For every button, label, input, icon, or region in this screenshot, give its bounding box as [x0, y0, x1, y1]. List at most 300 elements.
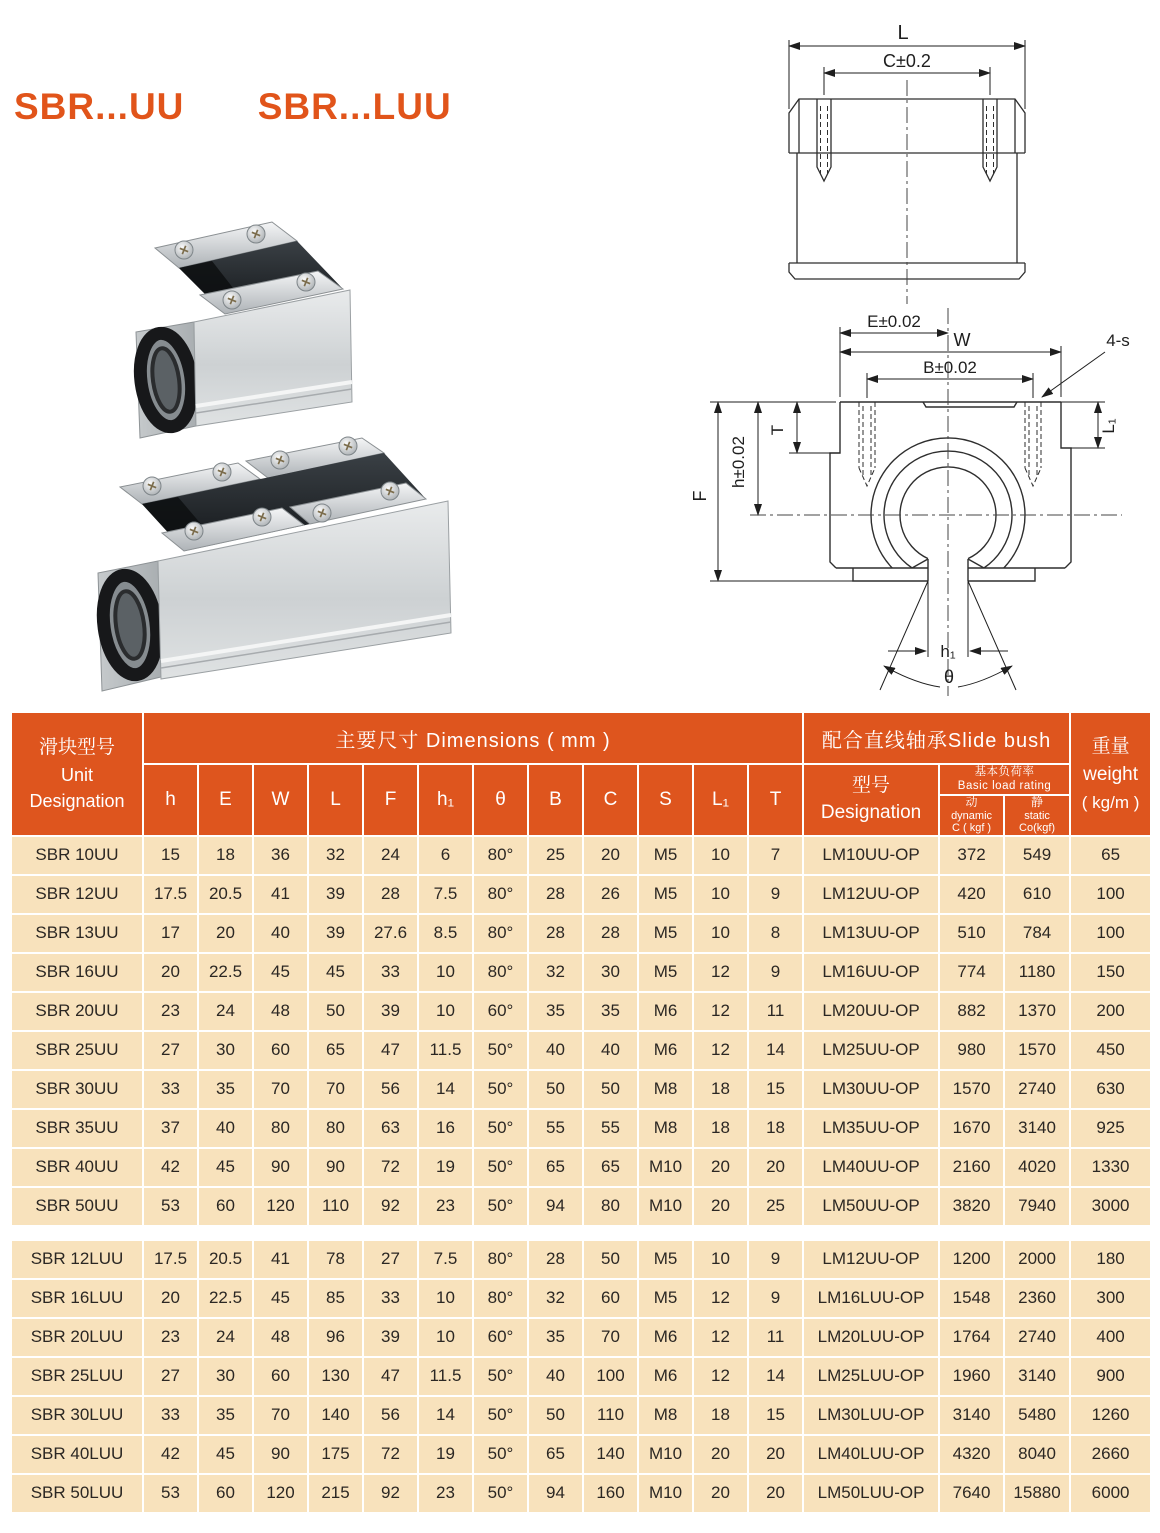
C-cell: 60: [584, 1280, 637, 1317]
E-cell: 60: [199, 1188, 252, 1225]
table-row: [12, 915, 1150, 952]
dim-label-W: W: [953, 330, 971, 350]
L1-cell: 12: [694, 954, 747, 991]
dynamic-load-cell: 510: [940, 915, 1003, 952]
bush-designation-cell: LM20LUU-OP: [804, 1319, 938, 1356]
B-cell: 65: [529, 1436, 582, 1473]
bush-designation-cell: LM12UU-OP: [804, 1241, 938, 1278]
L1-cell: 10: [694, 915, 747, 952]
theta-cell: 80°: [474, 876, 527, 913]
E-cell: 35: [199, 1397, 252, 1434]
L-cell: 130: [309, 1358, 362, 1395]
static-load-cell: 784: [1005, 915, 1069, 952]
unit-designation-cell: SBR 40UU: [12, 1149, 142, 1186]
S-cell: M10: [639, 1475, 692, 1512]
col-header-h: h: [144, 765, 197, 835]
dynamic-load-cell: 3140: [940, 1397, 1003, 1434]
table-row: [12, 993, 1150, 1030]
col-header-weight: 重量 weight ( kg/m ): [1071, 713, 1150, 835]
col-header-W: W: [254, 765, 307, 835]
table-row: [12, 1280, 1150, 1317]
W-cell: 41: [254, 876, 307, 913]
theta-cell: 50°: [474, 1397, 527, 1434]
dynamic-load-cell: 3820: [940, 1188, 1003, 1225]
E-cell: 45: [199, 1436, 252, 1473]
table-row: [12, 837, 1150, 874]
unit-designation-cell: SBR 16UU: [12, 954, 142, 991]
static-load-cell: 8040: [1005, 1436, 1069, 1473]
T-cell: 9: [749, 954, 802, 991]
h-cell: 33: [144, 1397, 197, 1434]
col-header-F: F: [364, 765, 417, 835]
T-cell: 11: [749, 993, 802, 1030]
dim-label-L: L: [897, 22, 909, 44]
static-load-cell: 610: [1005, 876, 1069, 913]
bush-designation-cell: LM35UU-OP: [804, 1110, 938, 1147]
static-load-cell: 2740: [1005, 1319, 1069, 1356]
T-cell: 9: [749, 876, 802, 913]
dynamic-load-cell: 882: [940, 993, 1003, 1030]
W-cell: 45: [254, 954, 307, 991]
dim-label-E: E±0.02: [867, 312, 921, 331]
dynamic-load-cell: 372: [940, 837, 1003, 874]
dynamic-load-cell: 1670: [940, 1110, 1003, 1147]
E-cell: 18: [199, 837, 252, 874]
unit-designation-cell: SBR 25LUU: [12, 1358, 142, 1395]
T-cell: 9: [749, 1280, 802, 1317]
S-cell: M5: [639, 1241, 692, 1278]
h-cell: 27: [144, 1358, 197, 1395]
F-cell: 33: [364, 1280, 417, 1317]
T-cell: 7: [749, 837, 802, 874]
B-cell: 50: [529, 1397, 582, 1434]
theta-cell: 50°: [474, 1188, 527, 1225]
theta-cell: 60°: [474, 1319, 527, 1356]
F-cell: 24: [364, 837, 417, 874]
F-cell: 27.6: [364, 915, 417, 952]
unit-designation-cell: SBR 35UU: [12, 1110, 142, 1147]
T-cell: 11: [749, 1319, 802, 1356]
unit-designation-cell: SBR 50UU: [12, 1188, 142, 1225]
dynamic-load-cell: 1764: [940, 1319, 1003, 1356]
h-cell: 42: [144, 1149, 197, 1186]
S-cell: M8: [639, 1397, 692, 1434]
T-cell: 15: [749, 1071, 802, 1108]
E-cell: 30: [199, 1358, 252, 1395]
h1-cell: 19: [419, 1436, 472, 1473]
weight-cell: 180: [1071, 1241, 1150, 1278]
page-title-uu: SBR...UU: [14, 86, 185, 127]
F-cell: 33: [364, 954, 417, 991]
C-cell: 100: [584, 1358, 637, 1395]
table-row: [12, 1071, 1150, 1108]
technical-drawing-side-view: [700, 10, 1160, 310]
S-cell: M10: [639, 1436, 692, 1473]
bush-designation-cell: LM40UU-OP: [804, 1149, 938, 1186]
table-row: [12, 1241, 1150, 1278]
bush-designation-cell: LM25UU-OP: [804, 1032, 938, 1069]
S-cell: M8: [639, 1071, 692, 1108]
h-cell: 17.5: [144, 876, 197, 913]
L1-cell: 12: [694, 1358, 747, 1395]
F-cell: 72: [364, 1149, 417, 1186]
weight-cell: 1330: [1071, 1149, 1150, 1186]
F-cell: 92: [364, 1475, 417, 1512]
F-cell: 56: [364, 1397, 417, 1434]
weight-cell: 450: [1071, 1032, 1150, 1069]
C-cell: 28: [584, 915, 637, 952]
table-row: [12, 1110, 1150, 1147]
L1-cell: 20: [694, 1475, 747, 1512]
table-row: [12, 1436, 1150, 1473]
F-cell: 27: [364, 1241, 417, 1278]
col-header-E: E: [199, 765, 252, 835]
L1-cell: 10: [694, 837, 747, 874]
static-load-cell: 7940: [1005, 1188, 1069, 1225]
bush-designation-cell: LM30UU-OP: [804, 1071, 938, 1108]
theta-cell: 50°: [474, 1110, 527, 1147]
F-cell: 72: [364, 1436, 417, 1473]
E-cell: 20.5: [199, 876, 252, 913]
h1-cell: 14: [419, 1397, 472, 1434]
col-header-dynamic-load: 动 dynamic C ( kgf ): [940, 796, 1003, 835]
h-cell: 15: [144, 837, 197, 874]
weight-cell: 630: [1071, 1071, 1150, 1108]
T-cell: 18: [749, 1110, 802, 1147]
technical-drawing-front-view: [690, 300, 1160, 700]
unit-designation-cell: SBR 25UU: [12, 1032, 142, 1069]
h-cell: 23: [144, 1319, 197, 1356]
unit-designation-cell: SBR 30UU: [12, 1071, 142, 1108]
W-cell: 41: [254, 1241, 307, 1278]
S-cell: M5: [639, 954, 692, 991]
col-header-theta: θ: [474, 765, 527, 835]
W-cell: 48: [254, 1319, 307, 1356]
dim-label-L1: L₁: [1099, 418, 1118, 434]
L1-cell: 12: [694, 1032, 747, 1069]
E-cell: 20: [199, 915, 252, 952]
table-row: [12, 876, 1150, 913]
S-cell: M10: [639, 1149, 692, 1186]
T-cell: 25: [749, 1188, 802, 1225]
W-cell: 90: [254, 1149, 307, 1186]
L1-cell: 20: [694, 1436, 747, 1473]
S-cell: M10: [639, 1188, 692, 1225]
unit-designation-cell: SBR 30LUU: [12, 1397, 142, 1434]
W-cell: 120: [254, 1475, 307, 1512]
unit-designation-cell: SBR 50LUU: [12, 1475, 142, 1512]
L-cell: 215: [309, 1475, 362, 1512]
table-section-uu: [12, 837, 1150, 1225]
product-photo-double-block: [50, 425, 480, 695]
E-cell: 24: [199, 993, 252, 1030]
S-cell: M5: [639, 1280, 692, 1317]
h1-cell: 8.5: [419, 915, 472, 952]
W-cell: 40: [254, 915, 307, 952]
weight-cell: 925: [1071, 1110, 1150, 1147]
table-row: [12, 954, 1150, 991]
E-cell: 30: [199, 1032, 252, 1069]
col-header-C: C: [584, 765, 637, 835]
T-cell: 15: [749, 1397, 802, 1434]
W-cell: 60: [254, 1358, 307, 1395]
h-cell: 17.5: [144, 1241, 197, 1278]
h1-cell: 10: [419, 1319, 472, 1356]
table-row: [12, 1358, 1150, 1395]
h-cell: 53: [144, 1475, 197, 1512]
L-cell: 140: [309, 1397, 362, 1434]
T-cell: 20: [749, 1149, 802, 1186]
table-row: [12, 1149, 1150, 1186]
dynamic-load-cell: 4320: [940, 1436, 1003, 1473]
unit-designation-cell: SBR 20LUU: [12, 1319, 142, 1356]
L1-cell: 20: [694, 1188, 747, 1225]
F-cell: 47: [364, 1032, 417, 1069]
dim-label-h: h±0.02: [729, 436, 748, 488]
C-cell: 160: [584, 1475, 637, 1512]
F-cell: 56: [364, 1071, 417, 1108]
F-cell: 28: [364, 876, 417, 913]
B-cell: 55: [529, 1110, 582, 1147]
col-header-bush-designation: 型号 Designation: [804, 765, 938, 835]
static-load-cell: 549: [1005, 837, 1069, 874]
weight-cell: 150: [1071, 954, 1150, 991]
B-cell: 28: [529, 876, 582, 913]
W-cell: 45: [254, 1280, 307, 1317]
h-cell: 27: [144, 1032, 197, 1069]
C-cell: 55: [584, 1110, 637, 1147]
L1-cell: 12: [694, 1280, 747, 1317]
L1-cell: 12: [694, 993, 747, 1030]
col-header-unit-designation: 滑块型号 Unit Designation: [12, 713, 142, 835]
section-gap: [12, 1227, 1150, 1239]
static-load-cell: 3140: [1005, 1358, 1069, 1395]
dynamic-load-cell: 420: [940, 876, 1003, 913]
C-cell: 40: [584, 1032, 637, 1069]
L1-cell: 18: [694, 1071, 747, 1108]
h-cell: 17: [144, 915, 197, 952]
S-cell: M6: [639, 993, 692, 1030]
W-cell: 80: [254, 1110, 307, 1147]
W-cell: 48: [254, 993, 307, 1030]
W-cell: 70: [254, 1071, 307, 1108]
h1-cell: 10: [419, 954, 472, 991]
bush-designation-cell: LM16LUU-OP: [804, 1280, 938, 1317]
E-cell: 60: [199, 1475, 252, 1512]
dim-label-T: T: [768, 424, 787, 436]
E-cell: 40: [199, 1110, 252, 1147]
bush-designation-cell: LM50UU-OP: [804, 1188, 938, 1225]
h1-cell: 7.5: [419, 1241, 472, 1278]
h1-cell: 23: [419, 1188, 472, 1225]
product-photo-single-block: [100, 210, 410, 445]
dynamic-load-cell: 1548: [940, 1280, 1003, 1317]
B-cell: 94: [529, 1188, 582, 1225]
L-cell: 110: [309, 1188, 362, 1225]
h1-cell: 11.5: [419, 1032, 472, 1069]
dynamic-load-cell: 7640: [940, 1475, 1003, 1512]
W-cell: 70: [254, 1397, 307, 1434]
L-cell: 80: [309, 1110, 362, 1147]
static-load-cell: 2740: [1005, 1071, 1069, 1108]
weight-cell: 200: [1071, 993, 1150, 1030]
L-cell: 32: [309, 837, 362, 874]
W-cell: 36: [254, 837, 307, 874]
theta-cell: 50°: [474, 1032, 527, 1069]
static-load-cell: 3140: [1005, 1110, 1069, 1147]
h1-cell: 11.5: [419, 1358, 472, 1395]
theta-cell: 50°: [474, 1149, 527, 1186]
dynamic-load-cell: 774: [940, 954, 1003, 991]
unit-designation-cell: SBR 20UU: [12, 993, 142, 1030]
dynamic-load-cell: 980: [940, 1032, 1003, 1069]
dim-label-theta: θ: [943, 667, 955, 687]
L1-cell: 12: [694, 1319, 747, 1356]
bush-designation-cell: LM10UU-OP: [804, 837, 938, 874]
theta-cell: 80°: [474, 915, 527, 952]
dim-label-C: C±0.2: [883, 51, 931, 71]
C-cell: 30: [584, 954, 637, 991]
L-cell: 96: [309, 1319, 362, 1356]
L-cell: 45: [309, 954, 362, 991]
B-cell: 40: [529, 1032, 582, 1069]
static-load-cell: 2360: [1005, 1280, 1069, 1317]
group-header-dimensions: 主要尺寸 Dimensions ( mm ): [144, 713, 802, 763]
weight-cell: 100: [1071, 876, 1150, 913]
B-cell: 32: [529, 954, 582, 991]
bush-designation-cell: LM20UU-OP: [804, 993, 938, 1030]
bush-designation-cell: LM50LUU-OP: [804, 1475, 938, 1512]
theta-cell: 80°: [474, 954, 527, 991]
L-cell: 50: [309, 993, 362, 1030]
W-cell: 120: [254, 1188, 307, 1225]
h-cell: 33: [144, 1071, 197, 1108]
dynamic-load-cell: 2160: [940, 1149, 1003, 1186]
theta-cell: 80°: [474, 837, 527, 874]
B-cell: 35: [529, 993, 582, 1030]
spec-table: [10, 711, 1152, 1514]
E-cell: 22.5: [199, 1280, 252, 1317]
L-cell: 65: [309, 1032, 362, 1069]
B-cell: 94: [529, 1475, 582, 1512]
bush-designation-cell: LM13UU-OP: [804, 915, 938, 952]
static-load-cell: 15880: [1005, 1475, 1069, 1512]
theta-cell: 50°: [474, 1071, 527, 1108]
theta-cell: 60°: [474, 993, 527, 1030]
E-cell: 35: [199, 1071, 252, 1108]
B-cell: 50: [529, 1071, 582, 1108]
L1-cell: 10: [694, 1241, 747, 1278]
bush-designation-cell: LM30LUU-OP: [804, 1397, 938, 1434]
h1-cell: 14: [419, 1071, 472, 1108]
C-cell: 26: [584, 876, 637, 913]
theta-cell: 50°: [474, 1358, 527, 1395]
col-header-B: B: [529, 765, 582, 835]
h1-cell: 10: [419, 993, 472, 1030]
table-row: [12, 1475, 1150, 1512]
dim-label-B: B±0.02: [923, 358, 977, 377]
L1-cell: 18: [694, 1397, 747, 1434]
C-cell: 80: [584, 1188, 637, 1225]
dynamic-load-cell: 1570: [940, 1071, 1003, 1108]
L-cell: 70: [309, 1071, 362, 1108]
W-cell: 90: [254, 1436, 307, 1473]
B-cell: 40: [529, 1358, 582, 1395]
dim-label-F: F: [690, 490, 710, 502]
dim-label-4s: 4-s: [1106, 331, 1130, 350]
bush-designation-cell: LM40LUU-OP: [804, 1436, 938, 1473]
static-load-cell: 4020: [1005, 1149, 1069, 1186]
F-cell: 47: [364, 1358, 417, 1395]
S-cell: M5: [639, 876, 692, 913]
E-cell: 24: [199, 1319, 252, 1356]
h-cell: 42: [144, 1436, 197, 1473]
T-cell: 14: [749, 1358, 802, 1395]
F-cell: 39: [364, 1319, 417, 1356]
bush-designation-cell: LM16UU-OP: [804, 954, 938, 991]
table-row: [12, 1188, 1150, 1225]
h-cell: 20: [144, 954, 197, 991]
h-cell: 20: [144, 1280, 197, 1317]
table-row: [12, 1319, 1150, 1356]
col-header-static-load: 静 static Co(kgf): [1005, 796, 1069, 835]
weight-cell: 300: [1071, 1280, 1150, 1317]
col-header-h1: h₁: [419, 765, 472, 835]
group-header-basic-load-rating: 基本负荷率 Basic load rating: [940, 765, 1069, 794]
L1-cell: 20: [694, 1149, 747, 1186]
B-cell: 28: [529, 915, 582, 952]
h1-cell: 6: [419, 837, 472, 874]
L1-cell: 18: [694, 1110, 747, 1147]
F-cell: 39: [364, 993, 417, 1030]
B-cell: 35: [529, 1319, 582, 1356]
weight-cell: 1260: [1071, 1397, 1150, 1434]
col-header-T: T: [749, 765, 802, 835]
C-cell: 50: [584, 1071, 637, 1108]
table-row: [12, 1032, 1150, 1069]
S-cell: M5: [639, 837, 692, 874]
h1-cell: 16: [419, 1110, 472, 1147]
theta-cell: 50°: [474, 1436, 527, 1473]
T-cell: 9: [749, 1241, 802, 1278]
theta-cell: 50°: [474, 1475, 527, 1512]
bush-designation-cell: LM12UU-OP: [804, 876, 938, 913]
h-cell: 53: [144, 1188, 197, 1225]
dim-label-h1: h₁: [940, 642, 956, 661]
h-cell: 37: [144, 1110, 197, 1147]
static-load-cell: 5480: [1005, 1397, 1069, 1434]
dynamic-load-cell: 1200: [940, 1241, 1003, 1278]
T-cell: 14: [749, 1032, 802, 1069]
E-cell: 20.5: [199, 1241, 252, 1278]
col-header-L: L: [309, 765, 362, 835]
S-cell: M8: [639, 1110, 692, 1147]
C-cell: 65: [584, 1149, 637, 1186]
unit-designation-cell: SBR 12LUU: [12, 1241, 142, 1278]
bush-designation-cell: LM25LUU-OP: [804, 1358, 938, 1395]
T-cell: 20: [749, 1436, 802, 1473]
theta-cell: 80°: [474, 1280, 527, 1317]
weight-cell: 6000: [1071, 1475, 1150, 1512]
F-cell: 92: [364, 1188, 417, 1225]
S-cell: M6: [639, 1319, 692, 1356]
h1-cell: 23: [419, 1475, 472, 1512]
F-cell: 63: [364, 1110, 417, 1147]
col-header-L1: L₁: [694, 765, 747, 835]
E-cell: 45: [199, 1149, 252, 1186]
W-cell: 60: [254, 1032, 307, 1069]
static-load-cell: 1370: [1005, 993, 1069, 1030]
